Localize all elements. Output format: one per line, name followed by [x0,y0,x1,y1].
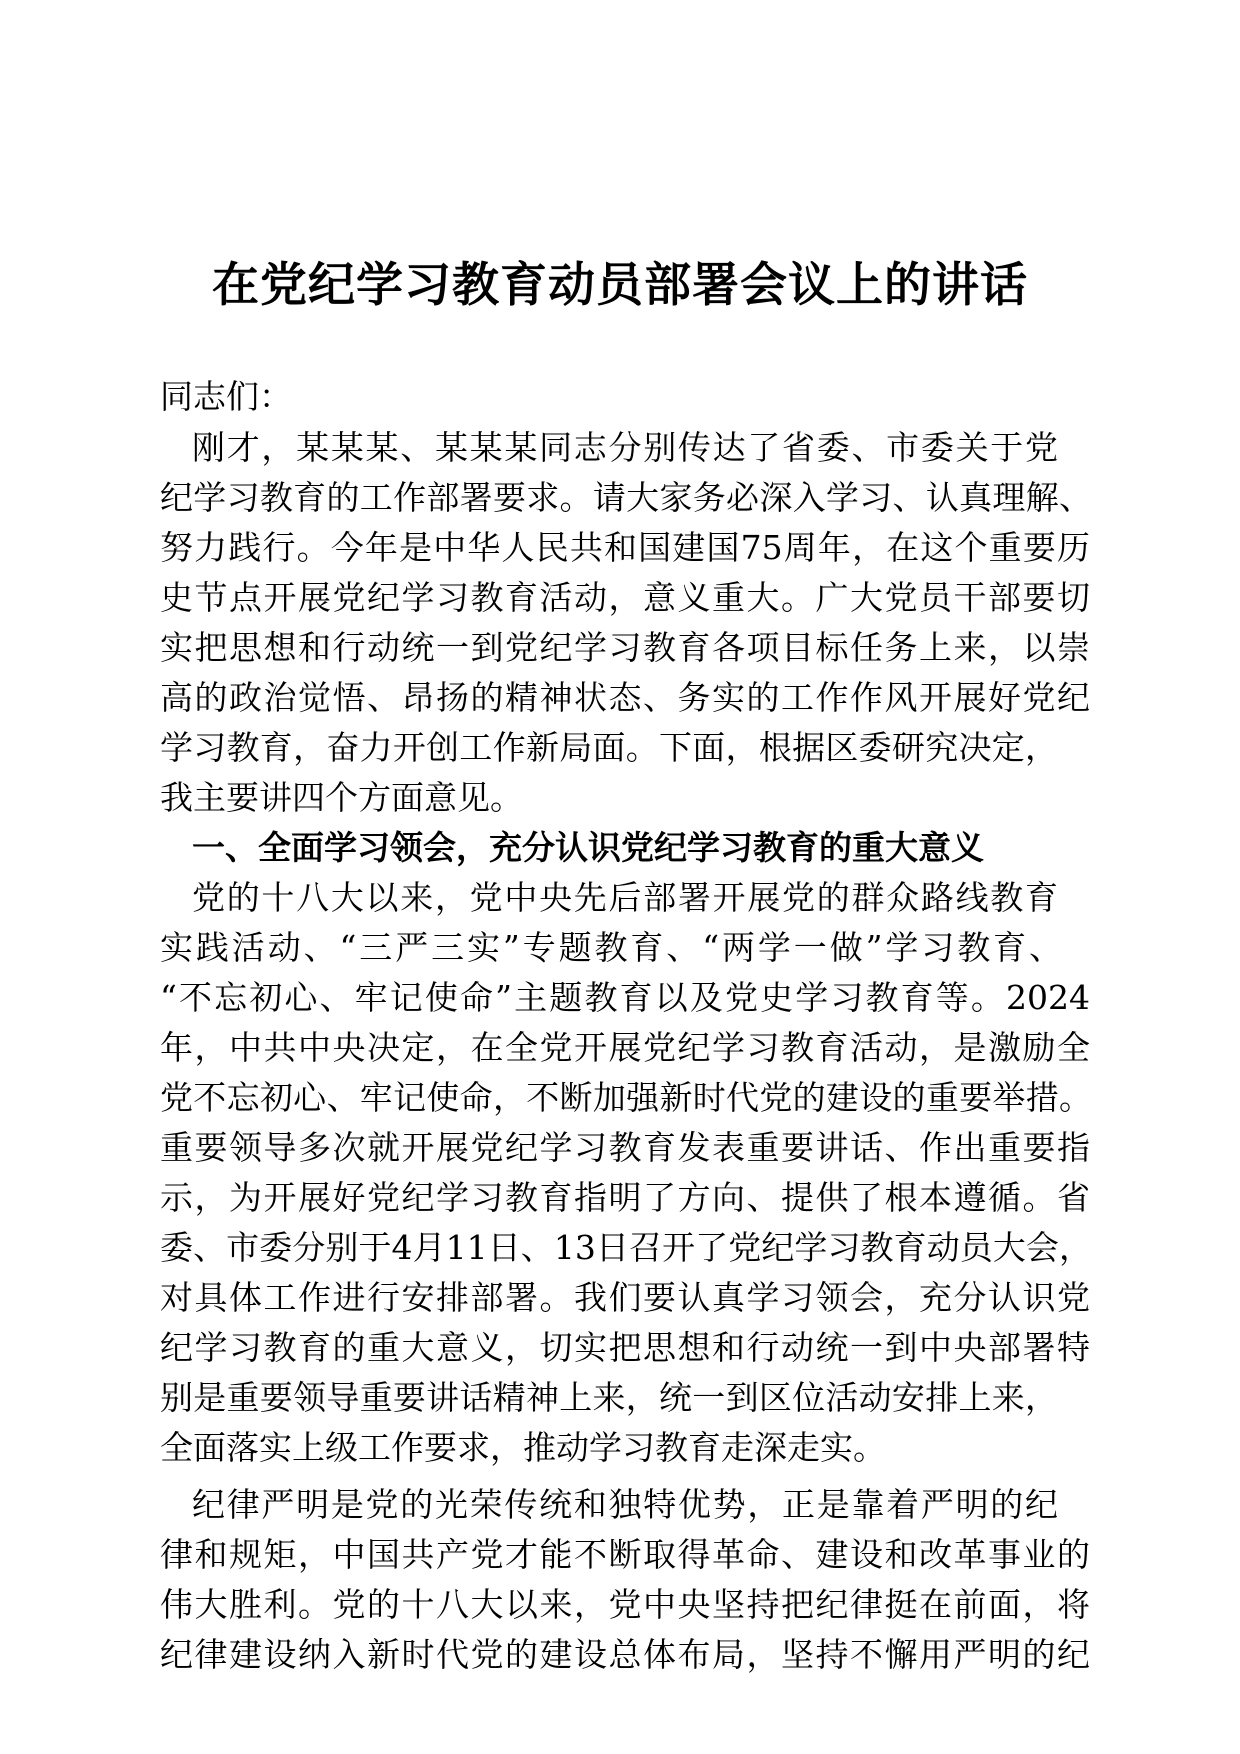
paragraph-line: 实把思想和行动统一到党纪学习教育各项目标任务上来，以崇 [160,628,1090,667]
paragraph-line: 我主要讲四个方面意见。 [160,778,523,817]
salutation: 同志们： [160,377,292,416]
document-title: 在党纪学习教育动员部署会议上的讲话 [212,258,1028,313]
paragraph-line: 年，中共中央决定，在全党开展党纪学习教育活动，是激励全 [160,1028,1090,1067]
paragraph-line: 示，为开展好党纪学习教育指明了方向、提供了根本遵循。省 [160,1178,1090,1217]
paragraph-line: 对具体工作进行安排部署。我们要认真学习领会，充分认识党 [160,1278,1090,1317]
paragraph-line: 纪律建设纳入新时代党的建设总体布局，坚持不懈用严明的纪 [160,1635,1090,1674]
paragraph-line: 纪学习教育的重大意义，切实把思想和行动统一到中央部署特 [160,1328,1090,1367]
paragraph-line: 史节点开展党纪学习教育活动，意义重大。广大党员干部要切 [160,578,1090,617]
paragraph-line: 努力践行。今年是中华人民共和国建国75周年，在这个重要历 [160,528,1090,567]
paragraph-line: 学习教育，奋力开创工作新局面。下面，根据区委研究决定， [160,728,1058,767]
paragraph-line: 伟大胜利。党的十八大以来，党中央坚持把纪律挺在前面，将 [160,1585,1090,1624]
paragraph-line: 刚才，某某某、某某某同志分别传达了省委、市委关于党 [192,428,1058,467]
paragraph-line: 纪学习教育的工作部署要求。请大家务必深入学习、认真理解、 [160,478,1092,517]
paragraph-line: 别是重要领导重要讲话精神上来，统一到区位活动安排上来， [160,1378,1058,1417]
paragraph-line: “不忘初心、牢记使命”主题教育以及党史学习教育等。2024 [160,978,1090,1017]
paragraph-line: 党不忘初心、牢记使命，不断加强新时代党的建设的重要举措。 [160,1078,1092,1117]
paragraph-line: 党的十八大以来，党中央先后部署开展党的群众路线教育 [192,878,1058,917]
paragraph-line: 实践活动、“三严三实”专题教育、“两学一做”学习教育、 [160,928,1062,967]
section-heading-1: 一、全面学习领会，充分认识党纪学习教育的重大意义 [192,828,984,867]
paragraph-line: 重要领导多次就开展党纪学习教育发表重要讲话、作出重要指 [160,1128,1090,1167]
paragraph-line: 纪律严明是党的光荣传统和独特优势，正是靠着严明的纪 [192,1485,1058,1524]
paragraph-line: 高的政治觉悟、昂扬的精神状态、务实的工作作风开展好党纪 [160,678,1090,717]
paragraph-line: 律和规矩，中国共产党才能不断取得革命、建设和改革事业的 [160,1535,1090,1574]
paragraph-line: 委、市委分别于4月11日、13日召开了党纪学习教育动员大会， [160,1228,1092,1267]
paragraph-line: 全面落实上级工作要求，推动学习教育走深走实。 [160,1428,886,1467]
